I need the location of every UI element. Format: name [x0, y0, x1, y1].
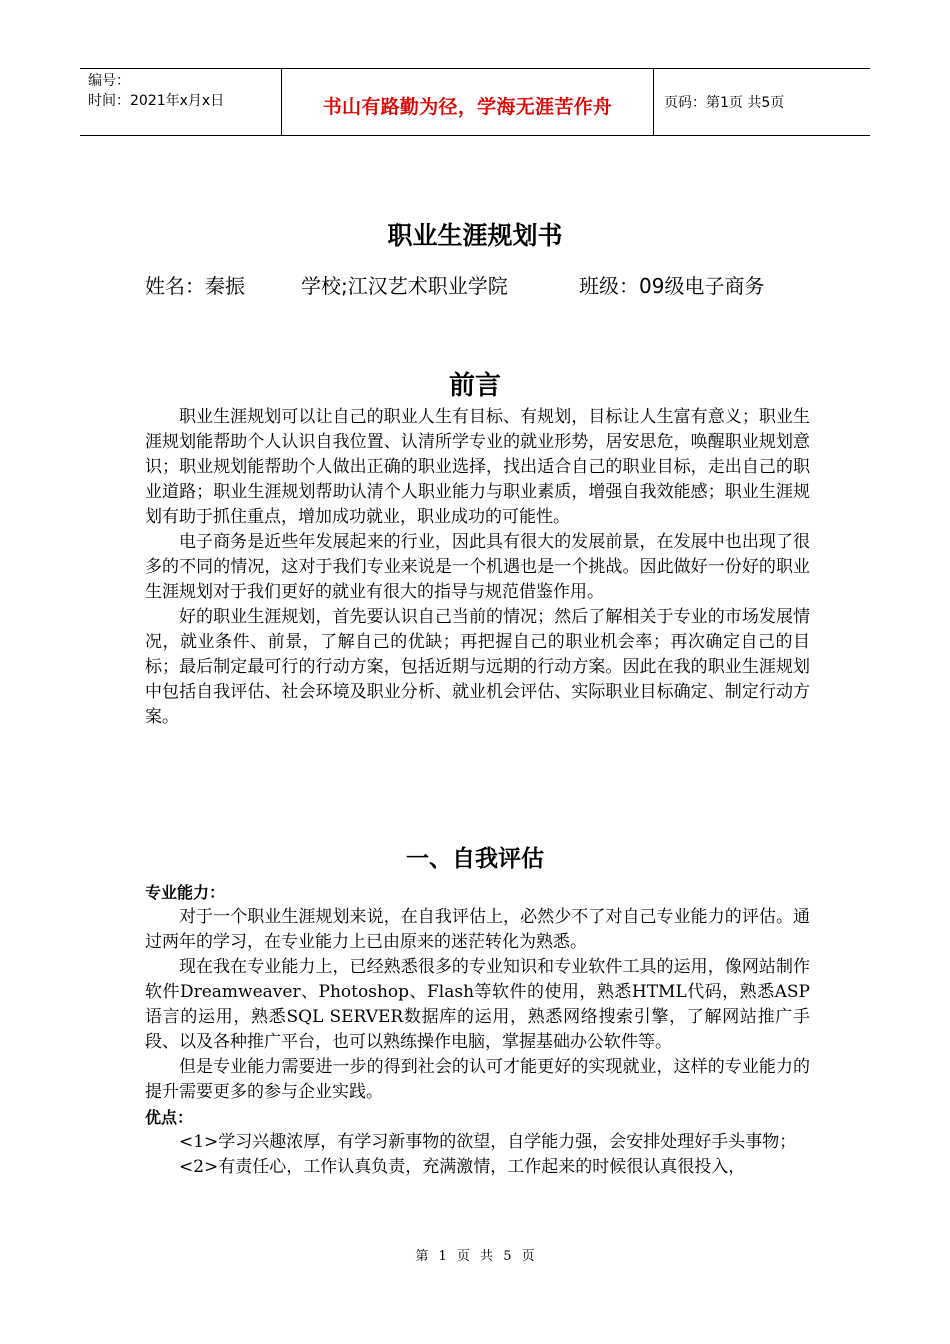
- author-class: 班级：09级电子商务: [579, 274, 765, 298]
- foreword-body: [145, 405, 810, 730]
- ability-paragraph: 现在我在专业能力上，已经熟悉很多的专业知识和专业软件工具的运用，像网站制作软件Dreamweaver、Photoshop、Flash等软件的使用，熟悉HTML代码，熟悉ASP语言的运用，熟悉SQL SERVER数据库的运用，熟悉网络搜索引擎，了解网站推广手段、以及各种推广平台，也可以熟练操作电脑，掌握基础办公软件等。: [145, 957, 810, 1052]
- foreword-heading: 前言: [448, 371, 501, 401]
- document-time-label: 时间：2021年x月x日: [88, 93, 225, 109]
- self-assessment-body: [145, 880, 810, 1180]
- author-name: 姓名：秦振: [145, 274, 245, 298]
- section-heading-self-assessment: 一、自我评估: [406, 846, 544, 872]
- page-code-text: 页码：第1页 共5页: [664, 95, 785, 111]
- header-meta: [80, 69, 282, 135]
- page-footer: 第 1 页 共 5 页: [415, 1249, 535, 1264]
- document-number-label: 编号：: [88, 73, 130, 89]
- author-school: 学校;江汉艺术职业学院: [301, 274, 508, 298]
- strength-item: <2>有责任心，工作认真负责，充满激情，工作起来的时候很认真很投入，: [179, 1157, 746, 1177]
- foreword-paragraph: 职业生涯规划可以让自己的职业人生有目标、有规划，目标让人生富有意义；职业生涯规划能帮助个人认识自我位置、认清所学专业的就业形势，居安思危，唤醒职业规划意识；职业规划能帮助个人做出正确的职业选择，找出适合自己的职业目标，走出自己的职业道路；职业生涯规划帮助认清个人职业能力与职业素质，增强自我效能感；职业生涯规划有助于抓住重点，增加成功就业，职业成功的可能性。: [145, 407, 810, 527]
- document-title: 职业生涯规划书: [387, 221, 563, 250]
- header-motto-cell: [282, 69, 654, 135]
- ability-paragraph: 对于一个职业生涯规划来说，在自我评估上，必然少不了对自己专业能力的评估。通过两年的学习，在专业能力上已由原来的迷茫转化为熟悉。: [145, 907, 810, 952]
- ability-label: 专业能力：: [145, 883, 226, 902]
- foreword-paragraph: 好的职业生涯规划，首先要认识自己当前的情况；然后了解相关于专业的市场发展情况，就业条件、前景，了解自己的优缺；再把握自己的职业机会率；再次确定自己的目标；最后制定最可行的行动方案，包括近期与远期的行动方案。因此在我的职业生涯规划中包括自我评估、社会环境及职业分析、就业机会评估、实际职业目标确定、制定行动方案。: [145, 607, 810, 727]
- page-header: [80, 68, 870, 136]
- ability-paragraph: 但是专业能力需要进一步的得到社会的认可才能更好的实现就业，这样的专业能力的提升需要更多的参与企业实践。: [145, 1057, 810, 1102]
- foreword-paragraph: 电子商务是近些年发展起来的行业，因此具有很大的发展前景，在发展中也出现了很多的不同的情况，这对于我们专业来说是一个机遇也是一个挑战。因此做好一份好的职业生涯规划对于我们更好的就业有很大的指导与规范借鉴作用。: [145, 532, 810, 602]
- strength-item: <1>学习兴趣浓厚，有学习新事物的欲望，自学能力强，会安排处理好手头事物；: [179, 1132, 797, 1152]
- strengths-label: 优点：: [145, 1108, 194, 1127]
- header-motto: 书山有路勤为径，学海无涯苦作舟: [322, 95, 613, 118]
- header-page-code: [654, 69, 870, 135]
- author-info: [145, 270, 764, 299]
